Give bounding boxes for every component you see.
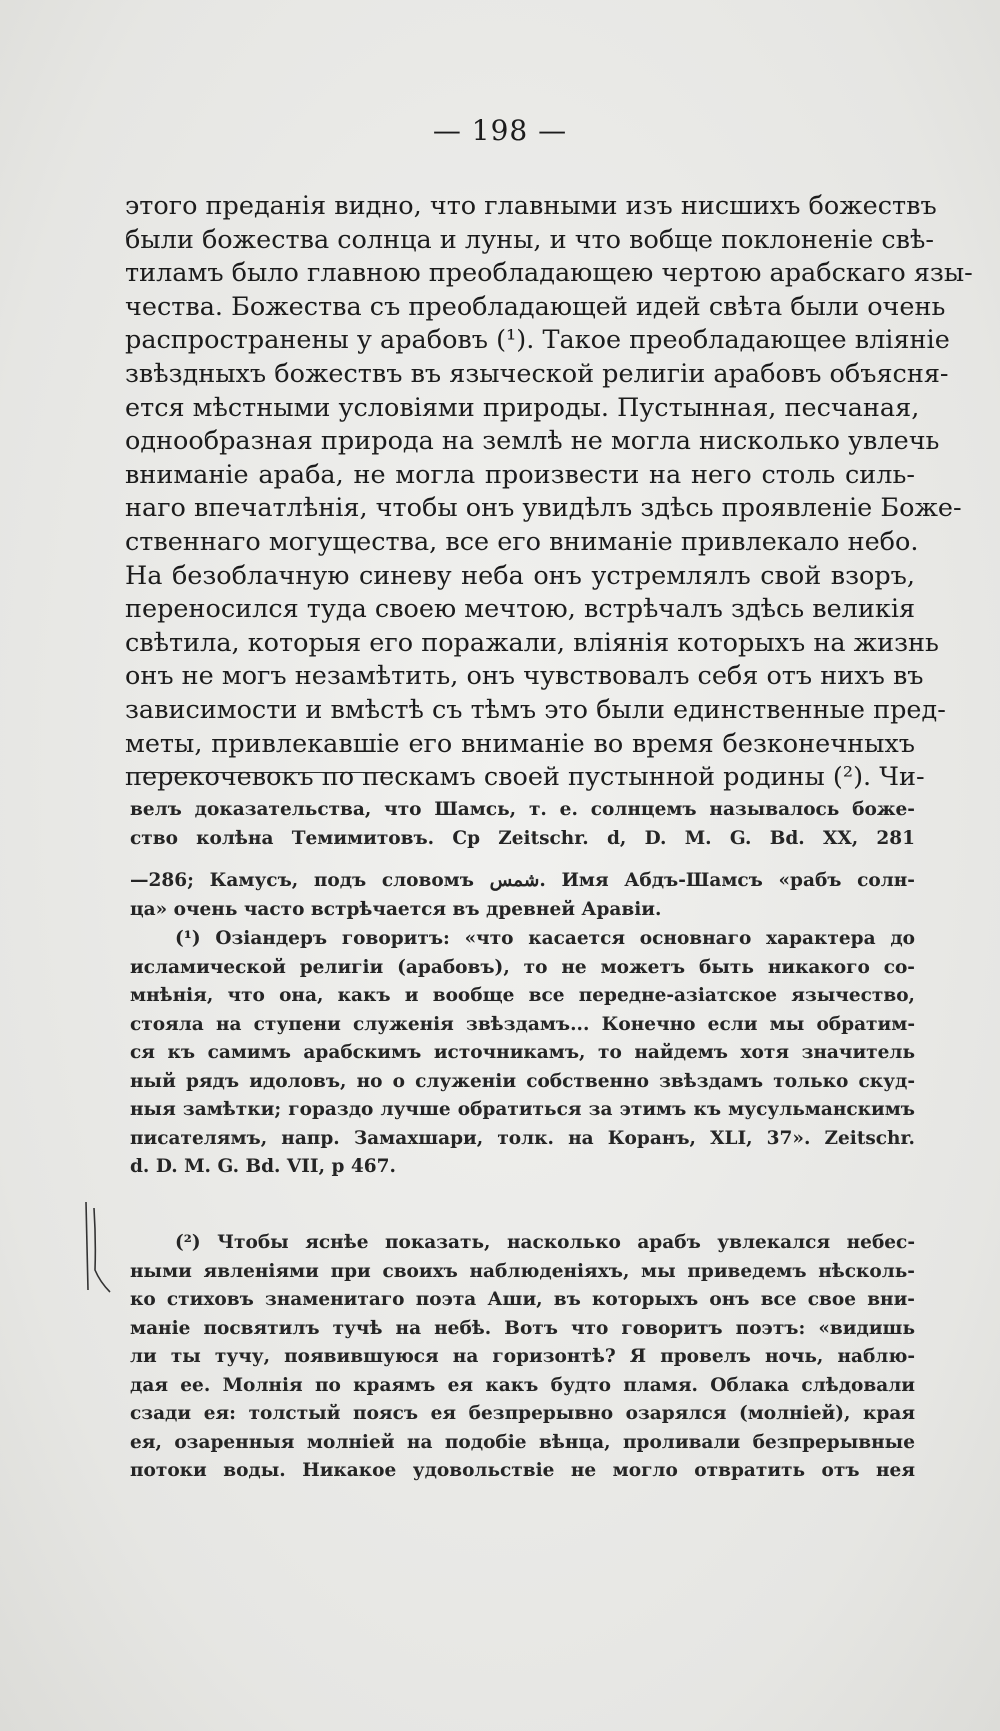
text-line: чества. Божества съ преобладающей идей свѣта были очень	[125, 291, 946, 322]
footnote-line: ея, озаренныя молніей на подобіе вѣнца, проливали безпрерывные	[130, 1431, 915, 1453]
text-line: ственнаго могущества, все его вниманіе привлекало небо.	[125, 526, 919, 557]
text-line: тиламъ было главною преобладающею чертою арабскаго язы-	[125, 258, 973, 289]
footnote-line: стояла на ступени служенія звѣздамъ... Конечно если мы обратим-	[130, 1013, 915, 1035]
text-line: звѣздныхъ божествъ въ языческой религіи арабовъ объясня-	[125, 358, 949, 389]
footnote-2	[130, 1229, 915, 1486]
footnote-line: ли ты тучу, появившуюся на горизонтѣ? Я провелъ ночь, наблю-	[130, 1346, 915, 1367]
text-line: зависимости и вмѣстѣ съ тѣмъ это были единственные пред-	[125, 694, 946, 725]
footnote-line: ныя замѣтки; гораздо лучше обратиться за этимъ къ мусульманскимъ	[130, 1099, 915, 1120]
footnote-continuation	[130, 796, 915, 924]
text-line: вниманіе араба, не могла произвести на него столь силь-	[125, 459, 915, 490]
text-line: меты, привлекавшіе его вниманіе во время безконечныхъ	[125, 728, 915, 759]
page-number: — 198 —	[432, 114, 568, 147]
footnote-line: дая ее. Молнія по краямъ ея какъ будто пламя. Облака слѣдовали	[130, 1374, 915, 1396]
footnote-line: сзади ея: толстый поясъ ея безпрерывно озарялся (молніей), края	[130, 1403, 915, 1424]
footnote-line: ца» очень часто встрѣчается въ древней Аравіи.	[130, 898, 662, 920]
text-line: онъ не могъ незамѣтить, онъ чувствовалъ себя отъ нихъ въ	[125, 661, 924, 692]
footnote-line: ный рядъ идоловъ, но о служеніи собственно звѣздамъ только скуд-	[130, 1070, 915, 1092]
text-line: наго впечатлѣнія, чтобы онъ увидѣлъ здѣсь проявленіе Боже-	[125, 493, 962, 524]
text-line: распространены у арабовъ (¹). Такое преобладающее вліяніе	[125, 325, 950, 356]
footnote-line: ко стиховъ знаменитаго поэта Аши, въ которыхъ онъ все свое вни-	[130, 1289, 915, 1310]
text-line: были божества солнца и луны, и что вобще поклоненіе свѣ-	[125, 224, 934, 255]
footnote-line: ными явленіями при своихъ наблюденіяхъ, мы приведемъ нѣсколь-	[130, 1260, 915, 1282]
footnote-line: исламической религіи (арабовъ), то не можетъ быть никакого со-	[130, 956, 915, 978]
footnote-1	[130, 925, 915, 1182]
footnote-line: (¹) Озіандеръ говоритъ: «что касается основнаго характера до	[175, 928, 915, 949]
text-line: перекочевокъ по пескамъ своей пустынной родины (²). Чи-	[125, 762, 925, 793]
text-line: этого преданія видно, что главными изъ нисшихъ божествъ	[125, 191, 937, 221]
footnote-line: мнѣнія, что она, какъ и вообще все передне-азіатское язычество,	[130, 985, 915, 1006]
footnote-line: писателямъ, напр. Замахшари, толк. на Коранъ, XLI, 37». Zeitschr.	[130, 1127, 915, 1149]
text-line: однообразная природа на землѣ не могла нисколько увлечь	[125, 426, 940, 457]
text-line: переносился туда своею мечтою, встрѣчалъ здѣсь великія	[125, 594, 916, 625]
footnote-line: потоки воды. Никакое удовольствіе не могло отвратить отъ нея	[130, 1460, 915, 1481]
footnote-line: ство колѣна Темимитовъ. Ср Zeitschr. d, D. M. G. Bd. XX, 281	[130, 827, 915, 849]
main-paragraph	[125, 190, 973, 795]
footnote-line: —286; Камусъ, подъ словомъ شمس. Имя Абдъ-Шамсъ «рабъ солн-	[130, 870, 915, 891]
footnote-line: велъ доказательства, что Шамсь, т. е. солнцемъ называлось боже-	[130, 799, 915, 820]
footnote-divider	[127, 772, 392, 773]
text-line: ется мѣстными условіями природы. Пустынная, песчаная,	[125, 392, 920, 423]
footnote-line: d. D. M. G. Bd. VII, p 467.	[130, 1156, 396, 1177]
footnote-line: (²) Чтобы яснѣе показать, насколько арабъ увлекался небес-	[175, 1232, 915, 1253]
footnote-line: ся къ самимъ арабскимъ источникамъ, то найдемъ хотя значитель	[130, 1042, 915, 1063]
pencil-margin-mark-icon	[76, 1200, 116, 1295]
text-line: На безоблачную синеву неба онъ устремлялъ свой взоръ,	[125, 560, 915, 591]
text-line: свѣтила, которыя его поражали, вліянія которыхъ на жизнь	[125, 627, 939, 658]
footnote-line: маніе посвятилъ тучѣ на небѣ. Вотъ что говоритъ поэтъ: «видишь	[130, 1317, 915, 1339]
